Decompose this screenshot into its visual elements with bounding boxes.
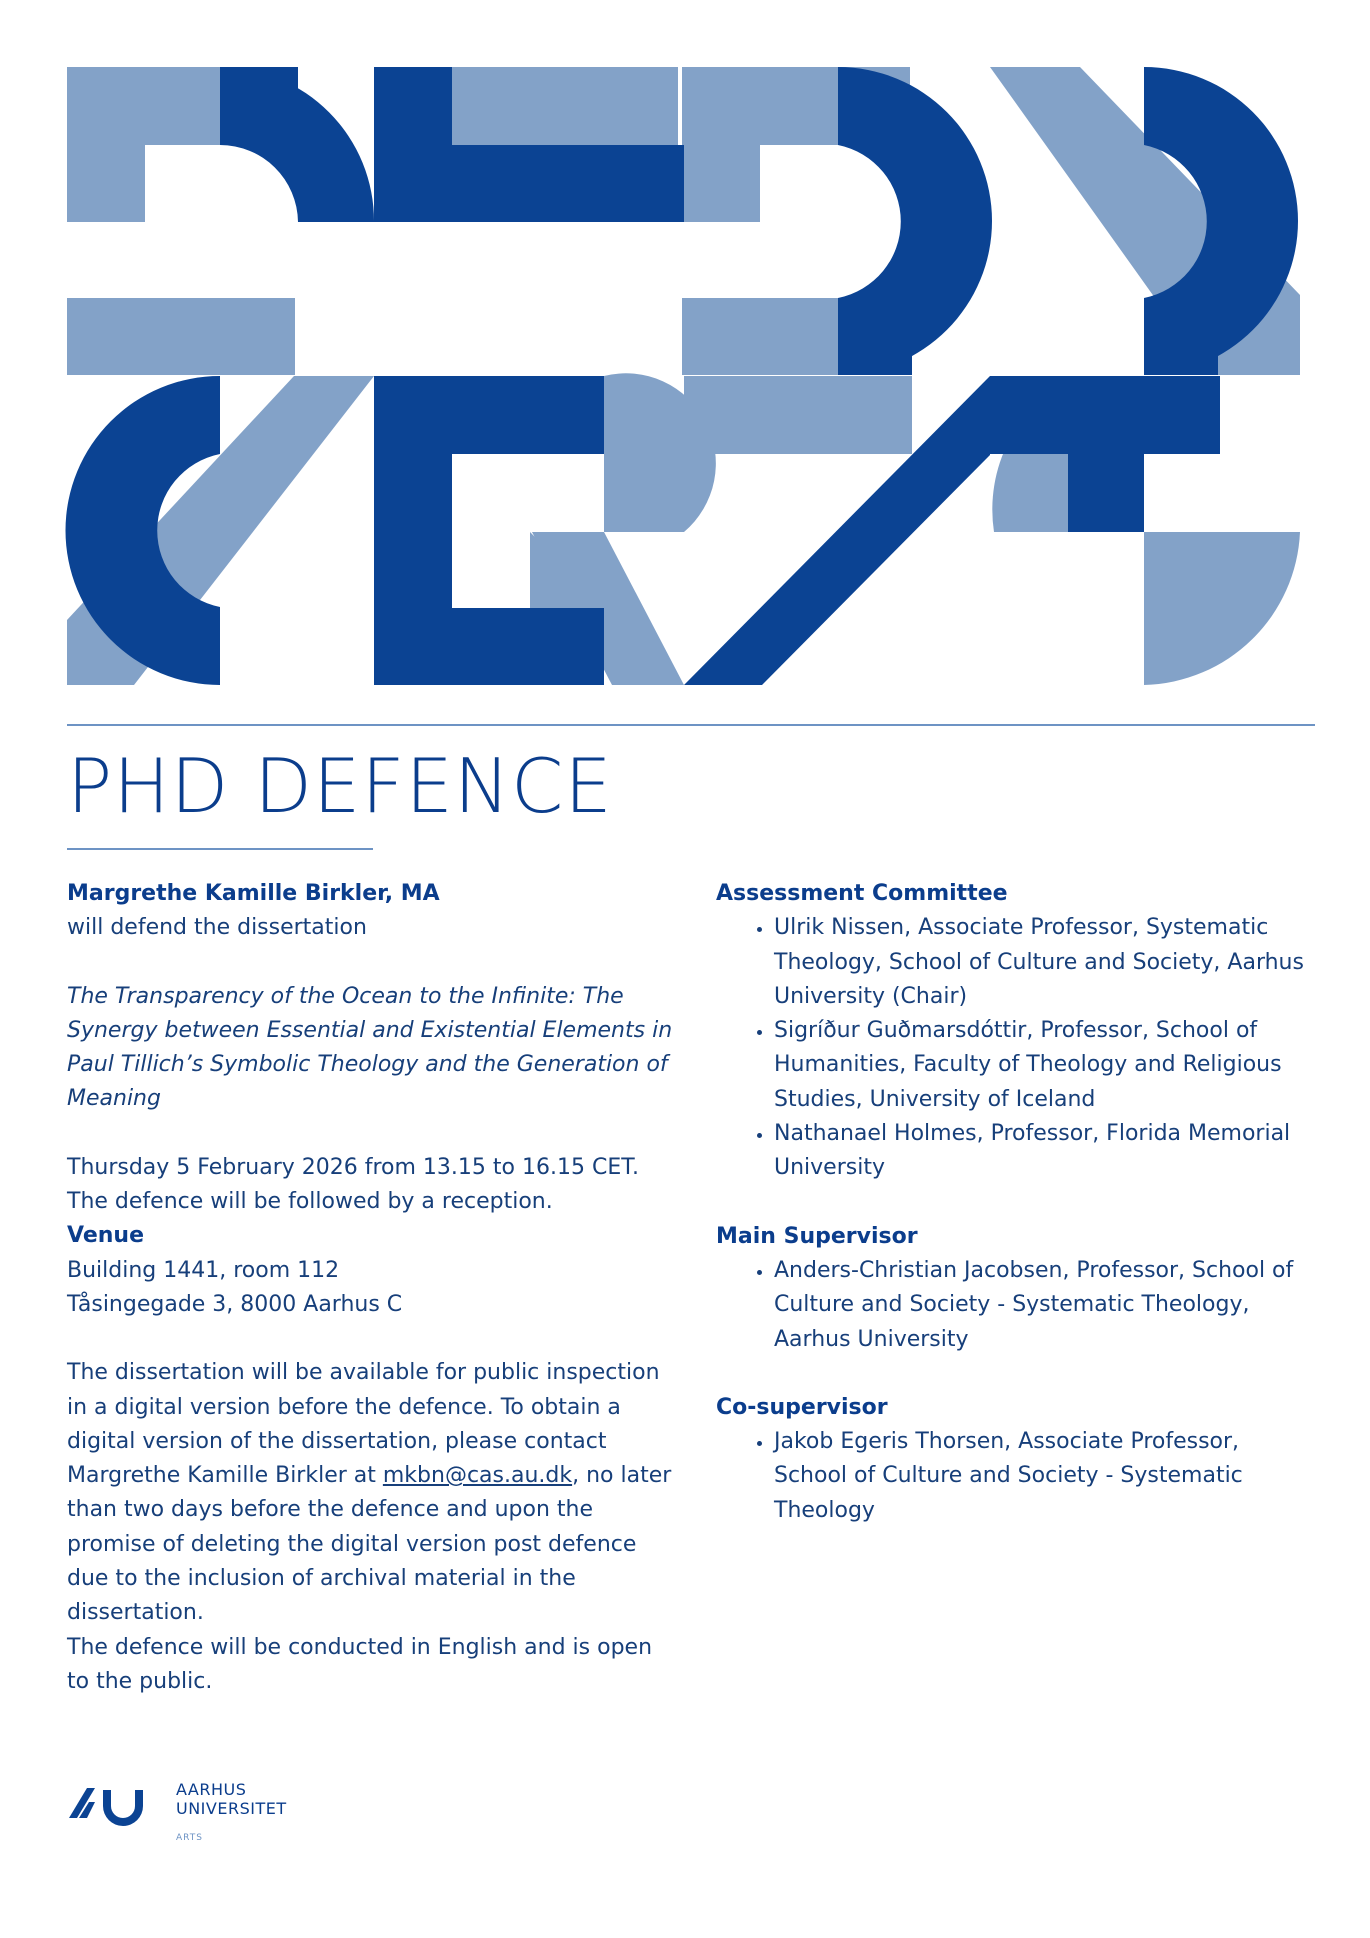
venue-line2: Tåsingegade 3, 8000 Aarhus C [67,1291,403,1317]
main-supervisor-list [716,1254,1316,1357]
list-item: • Sigríður Guðmarsdóttir, Professor, School of Humanities, Faculty of Theology and Religious Studies, University of Iceland [774,1014,1316,1117]
logo-line2: UNIVERSITET [176,1799,287,1818]
candidate-name: Margrethe Kamille Birkler, MA [67,881,440,906]
title-underline [67,848,373,850]
aarhus-university-logo-icon [67,1776,167,1826]
access-text-after: , no later than two days before the defence and upon the promise of deleting the digital version post defence due to the inclusion of archival material in the dissertation. [67,1463,672,1626]
top-divider [67,724,1315,726]
logo-faculty: ARTS [176,1833,203,1843]
candidate-intro: will defend the dissertation [67,915,367,941]
list-item: • Jakob Egeris Thorsen, Associate Professor, School of Culture and Society - Systematic Theology [774,1425,1316,1528]
dissertation-title: The Transparency of the Ocean to the Infinite: The Synergy between Essential and Existential Elements in Paul Tillich’s Symbolic Theology and the Generation of Meaning [67,983,673,1112]
reception-note: The defence will be followed by a reception. [67,1189,553,1215]
logo-wordmark [176,1780,287,1818]
list-item: • Anders-Christian Jacobsen, Professor, School of Culture and Society - Systematic Theology, Aarhus University [774,1254,1316,1357]
co-supervisor-heading: Co-supervisor [716,1394,888,1420]
assessment-committee-list [716,911,1316,1185]
access-text-before: The dissertation will be available for public inspection in a digital version before the defence. To obtain a digital version of the dissertation, please contact Margrethe Kamille Birkler at [67,1360,660,1489]
main-supervisor-heading: Main Supervisor [716,1223,918,1249]
page-title: PHD DEFENCE [67,742,613,830]
language-note: The defence will be conducted in English and is open to the public. [67,1634,653,1694]
list-item: • Ulrik Nissen, Associate Professor, Systematic Theology, School of Culture and Society, Aarhus University (Chair) [774,911,1316,1014]
defence-datetime: Thursday 5 February 2026 from 13.15 to 16.15 CET. [67,1154,640,1180]
left-column [67,877,677,1699]
right-column [716,877,1316,1528]
co-supervisor-list [716,1425,1316,1528]
list-item: • Nathanael Holmes, Professor, Florida Memorial University [774,1117,1316,1186]
email-link[interactable]: mkbn@cas.au.dk [382,1463,573,1489]
phd-defence-graphic-banner [0,0,1370,700]
venue-heading: Venue [67,1223,144,1249]
access-paragraph [67,1356,677,1630]
assessment-committee-heading: Assessment Committee [716,881,1008,906]
logo-line1: AARHUS [176,1780,247,1799]
venue-line1: Building 1441, room 112 [67,1257,340,1283]
